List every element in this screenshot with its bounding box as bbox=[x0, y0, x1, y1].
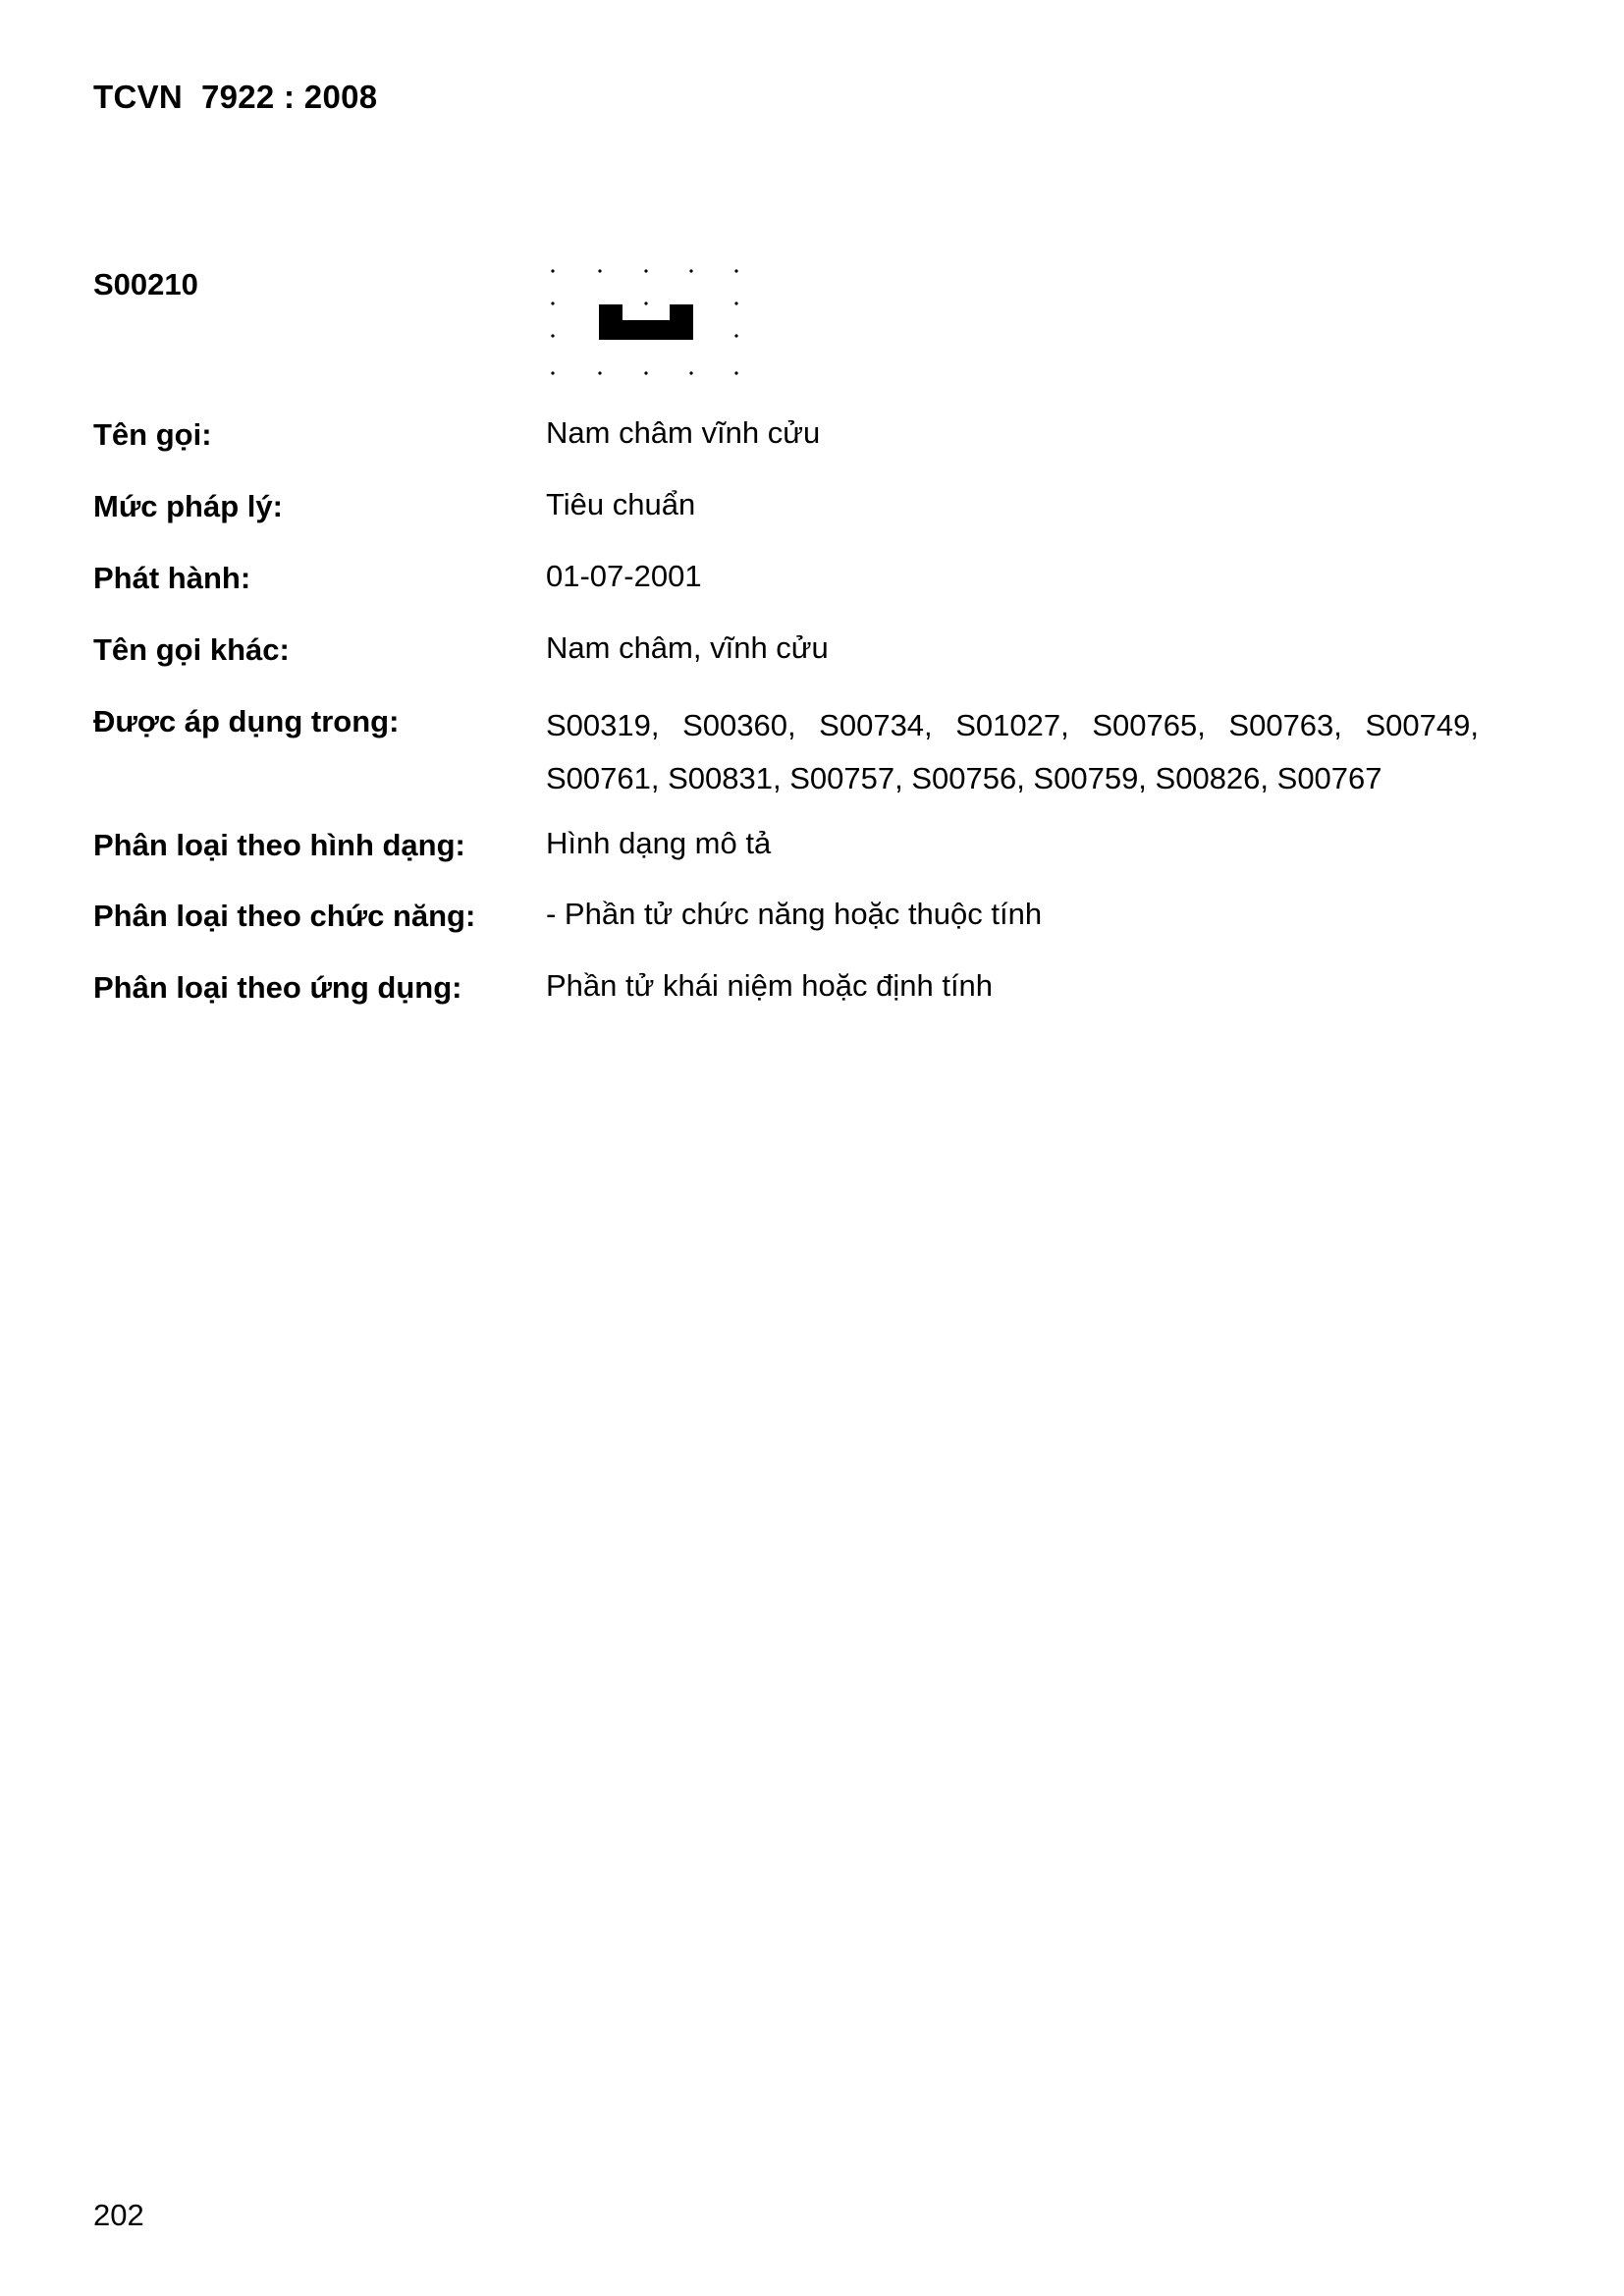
shape-classification-label: Phân loại theo hình dạng: bbox=[93, 828, 465, 862]
page-number: 202 bbox=[93, 2198, 144, 2232]
symbol-drawing bbox=[538, 261, 744, 383]
document-header: TCVN 7922 : 2008 bbox=[93, 79, 378, 115]
legal-level-value: Tiêu chuẩn bbox=[546, 487, 696, 521]
release-value: 01-07-2001 bbox=[546, 559, 702, 593]
alternate-name-label: Tên gọi khác: bbox=[93, 632, 290, 667]
permanent-magnet-symbol-icon bbox=[538, 261, 744, 383]
release-label: Phát hành: bbox=[93, 561, 251, 595]
alternate-name-value: Nam châm, vĩnh cửu bbox=[546, 630, 829, 665]
function-classification-label: Phân loại theo chức năng: bbox=[93, 899, 476, 933]
legal-level-label: Mức pháp lý: bbox=[93, 489, 283, 523]
symbol-code: S00210 bbox=[93, 267, 198, 301]
shape-classification-value: Hình dạng mô tả bbox=[546, 826, 772, 860]
applied-in-label: Được áp dụng trong: bbox=[93, 704, 400, 738]
name-label: Tên gọi: bbox=[93, 417, 212, 452]
applied-in-value: S00319, S00360, S00734, S01027, S00765, S00763, S00749, S00761, S00831, S00757, S00756, S00759, S00826, S00767 bbox=[546, 708, 1479, 795]
function-classification-value: - Phần tử chức năng hoặc thuộc tính bbox=[546, 897, 1043, 931]
application-classification-value: Phần tử khái niệm hoặc định tính bbox=[546, 968, 994, 1003]
magnet-shape bbox=[599, 304, 693, 340]
application-classification-label: Phân loại theo ứng dụng: bbox=[93, 970, 462, 1005]
name-value: Nam châm vĩnh cửu bbox=[546, 415, 821, 450]
